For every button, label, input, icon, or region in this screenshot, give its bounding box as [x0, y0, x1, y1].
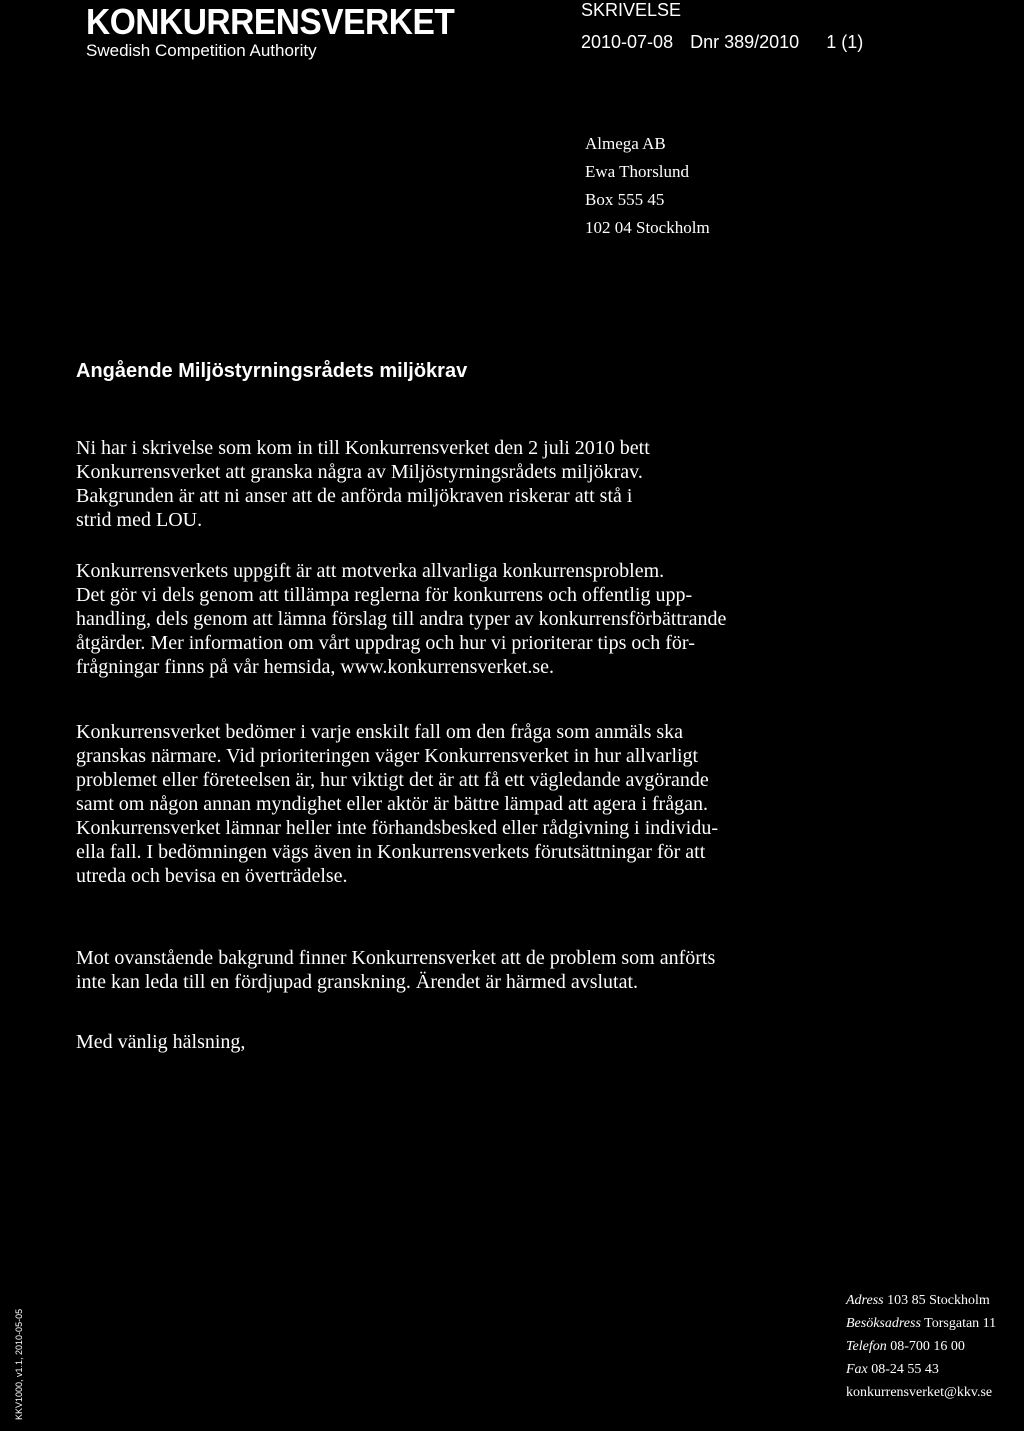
document-date: 2010-07-08	[581, 32, 674, 52]
closing-line: Med vänlig hälsning,	[76, 1031, 246, 1053]
footer-label: Adress	[846, 1293, 884, 1308]
footer-email: konkurrensverket@kkv.se	[846, 1385, 993, 1400]
recipient-line: Box 555 45	[585, 190, 665, 209]
text-line: ella fall. I bedömningen vägs även in Konkurrensverkets förutsättningar för att	[76, 841, 706, 863]
text-line: Konkurrensverkets uppgift är att motverka allvarliga konkurrensproblem.	[76, 560, 665, 582]
recipient-address	[585, 130, 710, 242]
text-line: strid med LOU.	[76, 509, 203, 531]
footer-label: Besöksadress	[846, 1316, 921, 1331]
document-type: SKRIVELSE	[581, 0, 682, 20]
text-line: utreda och bevisa en överträdelse.	[76, 865, 348, 887]
document-meta	[581, 30, 863, 54]
text-line: Bakgrunden är att ni anser att de anförda miljökraven riskerar att stå i	[76, 485, 633, 507]
text-line: handling, dels genom att lämna förslag till andra typer av konkurrensförbättrande	[76, 608, 727, 630]
organization-subtitle: Swedish Competition Authority	[86, 41, 317, 60]
text-line: Ni har i skrivelse som kom in till Konkurrensverket den 2 juli 2010 bett	[76, 437, 650, 459]
organization-logo: KONKURRENSVERKET	[86, 1, 455, 42]
footer-address	[846, 1289, 996, 1312]
recipient-line: Almega AB	[585, 134, 666, 153]
form-code: KKV1000, v1.1, 2010-05-05	[14, 1308, 24, 1420]
recipient-line: 102 04 Stockholm	[585, 218, 710, 237]
text-line: Det gör vi dels genom att tillämpa reglerna för konkurrens och offentlig upp-	[76, 584, 693, 606]
footer-fax	[846, 1358, 996, 1381]
text-line: samt om någon annan myndighet eller aktör är bättre lämpad att agera i frågan.	[76, 793, 708, 815]
footer-value: 08-24 55 43	[871, 1362, 939, 1377]
document-number: Dnr 389/2010	[690, 32, 800, 52]
text-line: Konkurrensverket att granska några av Miljöstyrningsrådets miljökrav.	[76, 461, 643, 483]
letter-heading: Angående Miljöstyrningsrådets miljökrav	[76, 360, 468, 382]
footer-contact	[846, 1289, 996, 1404]
footer-value: 08-700 16 00	[890, 1339, 965, 1354]
paragraph	[76, 436, 876, 532]
text-line: Mot ovanstående bakgrund finner Konkurrensverket att de problem som anförts	[76, 947, 716, 969]
text-line: Konkurrensverket lämnar heller inte förhandsbesked eller rådgivning i individu-	[76, 817, 719, 839]
recipient-line: Ewa Thorslund	[585, 162, 690, 181]
paragraph	[76, 559, 876, 679]
text-line: åtgärder. Mer information om vårt uppdrag och hur vi prioriterar tips och för-	[76, 632, 695, 654]
text-line: problemet eller företeelsen är, hur viktigt det är att få ett vägledande avgörande	[76, 769, 709, 791]
text-line: inte kan leda till en fördjupad granskning. Ärendet är härmed avslutat.	[76, 971, 639, 993]
footer-value: 103 85 Stockholm	[887, 1293, 990, 1308]
footer-visit	[846, 1312, 996, 1335]
paragraph	[76, 946, 876, 994]
text-line: frågningar finns på vår hemsida, www.konkurrensverket.se.	[76, 656, 554, 678]
footer-label: Telefon	[846, 1339, 887, 1354]
footer-label: Fax	[846, 1362, 868, 1377]
page-number: 1 (1)	[826, 32, 864, 52]
footer-value: Torsgatan 11	[924, 1316, 997, 1331]
footer-phone	[846, 1335, 996, 1358]
closing	[76, 1030, 876, 1054]
paragraph	[76, 720, 876, 888]
text-line: Konkurrensverket bedömer i varje enskilt fall om den fråga som anmäls ska	[76, 721, 684, 743]
text-line: granskas närmare. Vid prioriteringen väger Konkurrensverket in hur allvarligt	[76, 745, 699, 767]
